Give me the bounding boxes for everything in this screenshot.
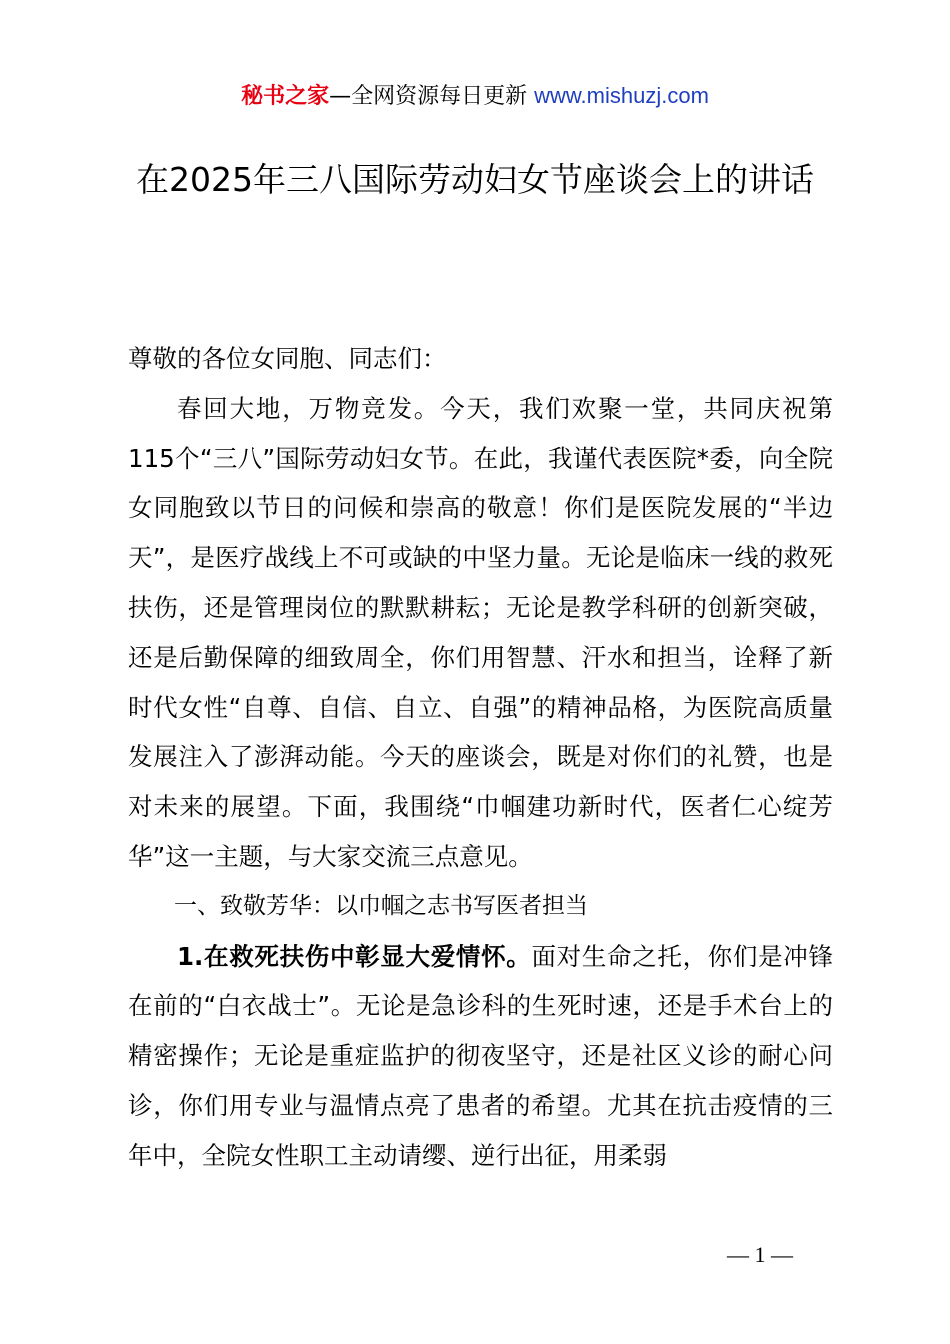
document-body: [128, 334, 833, 1181]
brand-name: 秘书之家: [241, 84, 330, 109]
paragraph-subsection: [128, 932, 833, 1181]
site-url-link[interactable]: www.mishuzj.com: [534, 83, 709, 108]
site-header-banner: [0, 80, 950, 113]
section-heading: 一、致敬芳华：以巾帼之志书写医者担当: [174, 892, 588, 919]
subsection-text: 面对生命之托，你们是冲锋在前的“白衣战士”。无论是急诊科的生死时速，还是手术台上的精密操作；无论是重症监护的彻夜坚守，还是社区义诊的耐心问诊，你们用专业与温情点亮了患者的希望。尤其在抗击疫情的三年中，全院女性职工主动请缨、逆行出征，用柔弱: [128, 941, 833, 1170]
paragraph-intro: 春回大地，万物竞发。今天，我们欢聚一堂，共同庆祝第115个“三八”国际劳动妇女节。在此，我谨代表医院*委，向全院女同胞致以节日的问候和崇高的敬意！你们是医院发展的“半边天”，是医疗战线上不可或缺的中坚力量。无论是临床一线的救死扶伤，还是管理岗位的默默耕耘；无论是教学科研的创新突破，还是后勤保障的细致周全，你们用智慧、汗水和担当，诠释了新时代女性“自尊、自信、自立、自强”的精神品格，为医院高质量发展注入了澎湃动能。今天的座谈会，既是对你们的礼赞，也是对未来的展望。下面，我围绕“巾帼建功新时代，医者仁心绽芳华”这一主题，与大家交流三点意见。: [128, 393, 833, 871]
page-number: — 1 —: [727, 1242, 793, 1267]
header-tagline: —全网资源每日更新: [329, 84, 528, 109]
subsection-heading: 1.在救死扶伤中彰显大爱情怀。: [177, 941, 532, 971]
salutation: 尊敬的各位女同胞、同志们：: [128, 344, 447, 373]
document-title: 在2025年三八国际劳动妇女节座谈会上的讲话: [136, 160, 814, 199]
